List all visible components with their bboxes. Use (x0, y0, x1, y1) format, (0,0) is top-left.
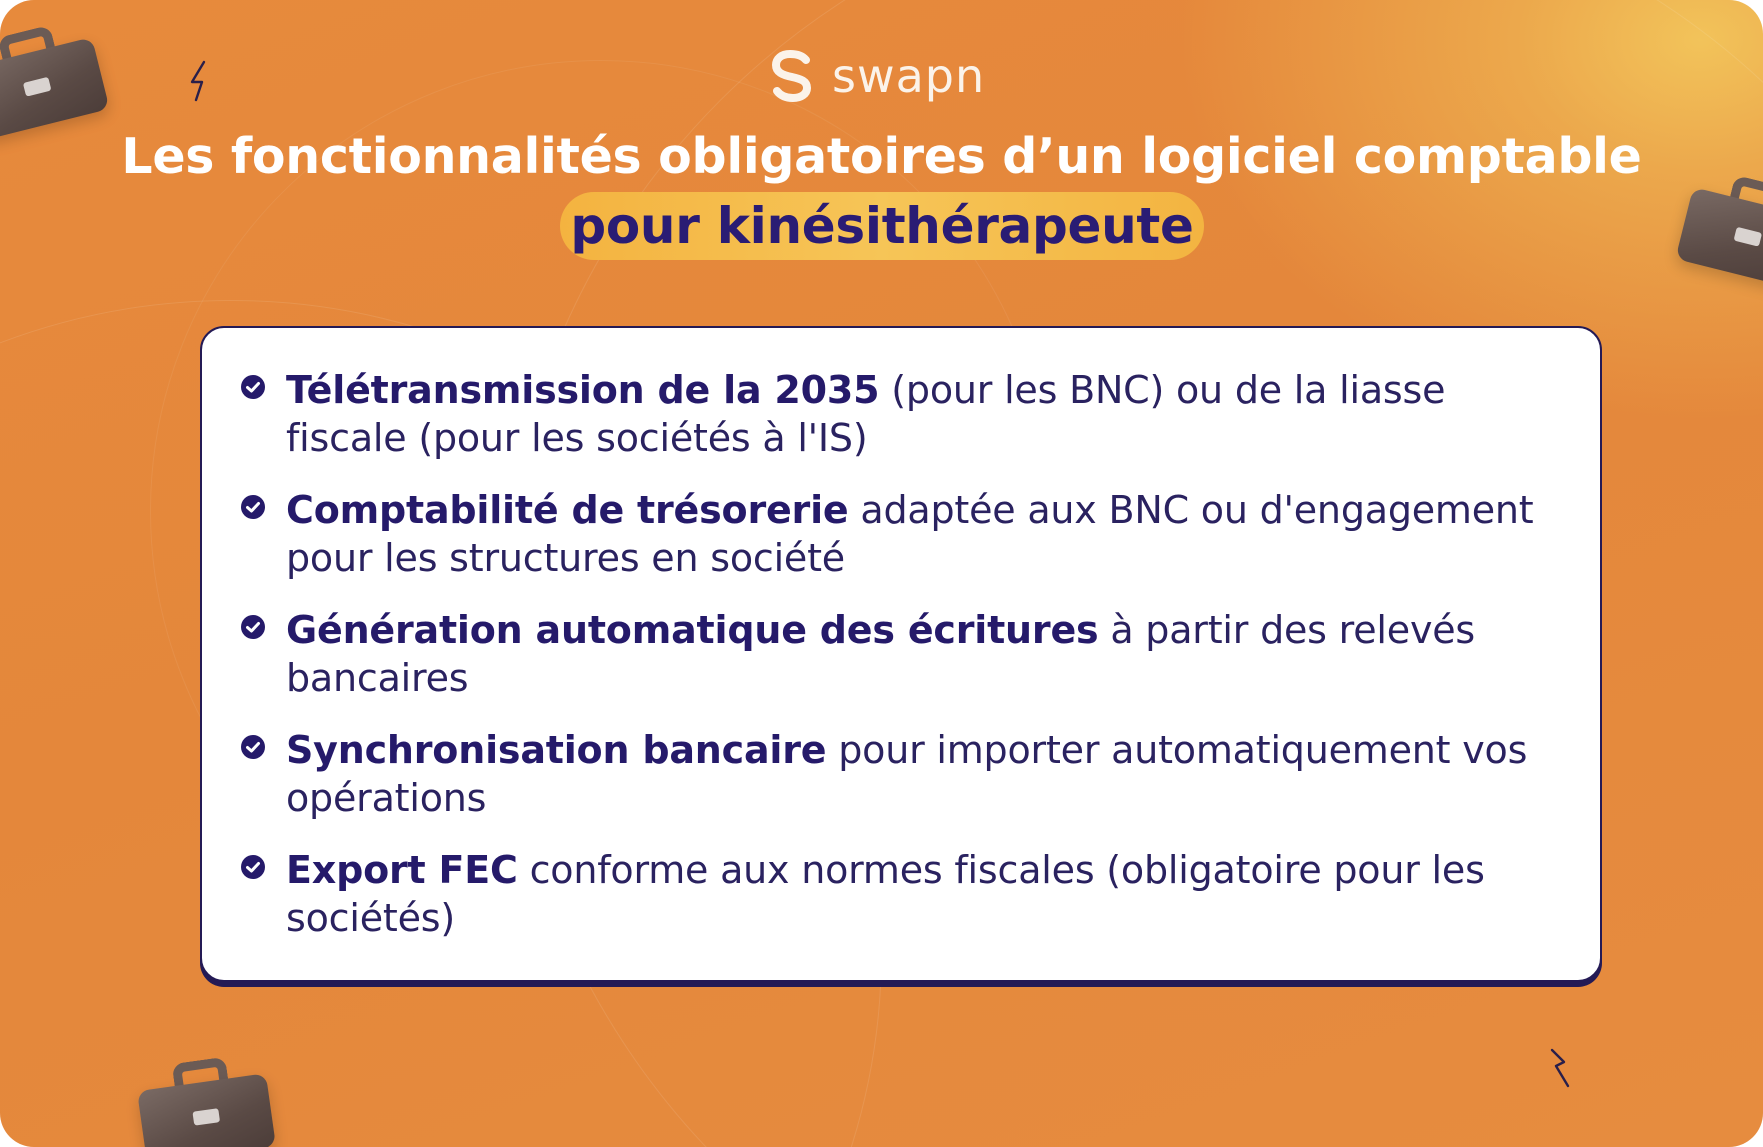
feature-text (286, 606, 1570, 702)
check-circle-icon (240, 374, 266, 400)
briefcase-icon (134, 1051, 276, 1147)
feature-description: conforme aux normes fiscales (obligatoire pour les sociétés) (286, 848, 1485, 940)
feature-item (240, 846, 1570, 942)
brand-logo (770, 48, 985, 104)
features-list (240, 366, 1570, 966)
check-circle-icon (240, 734, 266, 760)
feature-description: pour importer automatiquement vos opérations (286, 728, 1528, 820)
feature-text (286, 486, 1570, 582)
feature-item (240, 726, 1570, 822)
feature-description: à partir des relevés bancaires (286, 608, 1476, 700)
feature-text (286, 366, 1570, 462)
feature-title: Export FEC (286, 848, 518, 892)
feature-text (286, 846, 1570, 942)
feature-title: Télétransmission de la 2035 (286, 368, 880, 412)
page-title: Les fonctionnalités obligatoires d’un logiciel comptable (121, 128, 1642, 185)
feature-item (240, 606, 1570, 702)
lightning-icon (1548, 1048, 1578, 1090)
lightning-icon (186, 60, 216, 102)
feature-title: Synchronisation bancaire (286, 728, 827, 772)
feature-text (286, 726, 1570, 822)
brand-name: swapn (832, 49, 986, 103)
feature-title: Génération automatique des écritures (286, 608, 1099, 652)
title-highlight: pour kinésithérapeute (560, 192, 1204, 260)
feature-item (240, 486, 1570, 582)
feature-item (240, 366, 1570, 462)
check-circle-icon (240, 854, 266, 880)
briefcase-icon (0, 16, 110, 141)
swapn-s-logo-icon (770, 50, 814, 102)
check-circle-icon (240, 614, 266, 640)
feature-title: Comptabilité de trésorerie (286, 488, 849, 532)
feature-description: (pour les BNC) ou de la liasse fiscale (pour les sociétés à l'IS) (286, 368, 1446, 460)
features-card (200, 326, 1602, 982)
feature-description: adaptée aux BNC ou d'engagement pour les structures en société (286, 488, 1534, 580)
check-circle-icon (240, 494, 266, 520)
